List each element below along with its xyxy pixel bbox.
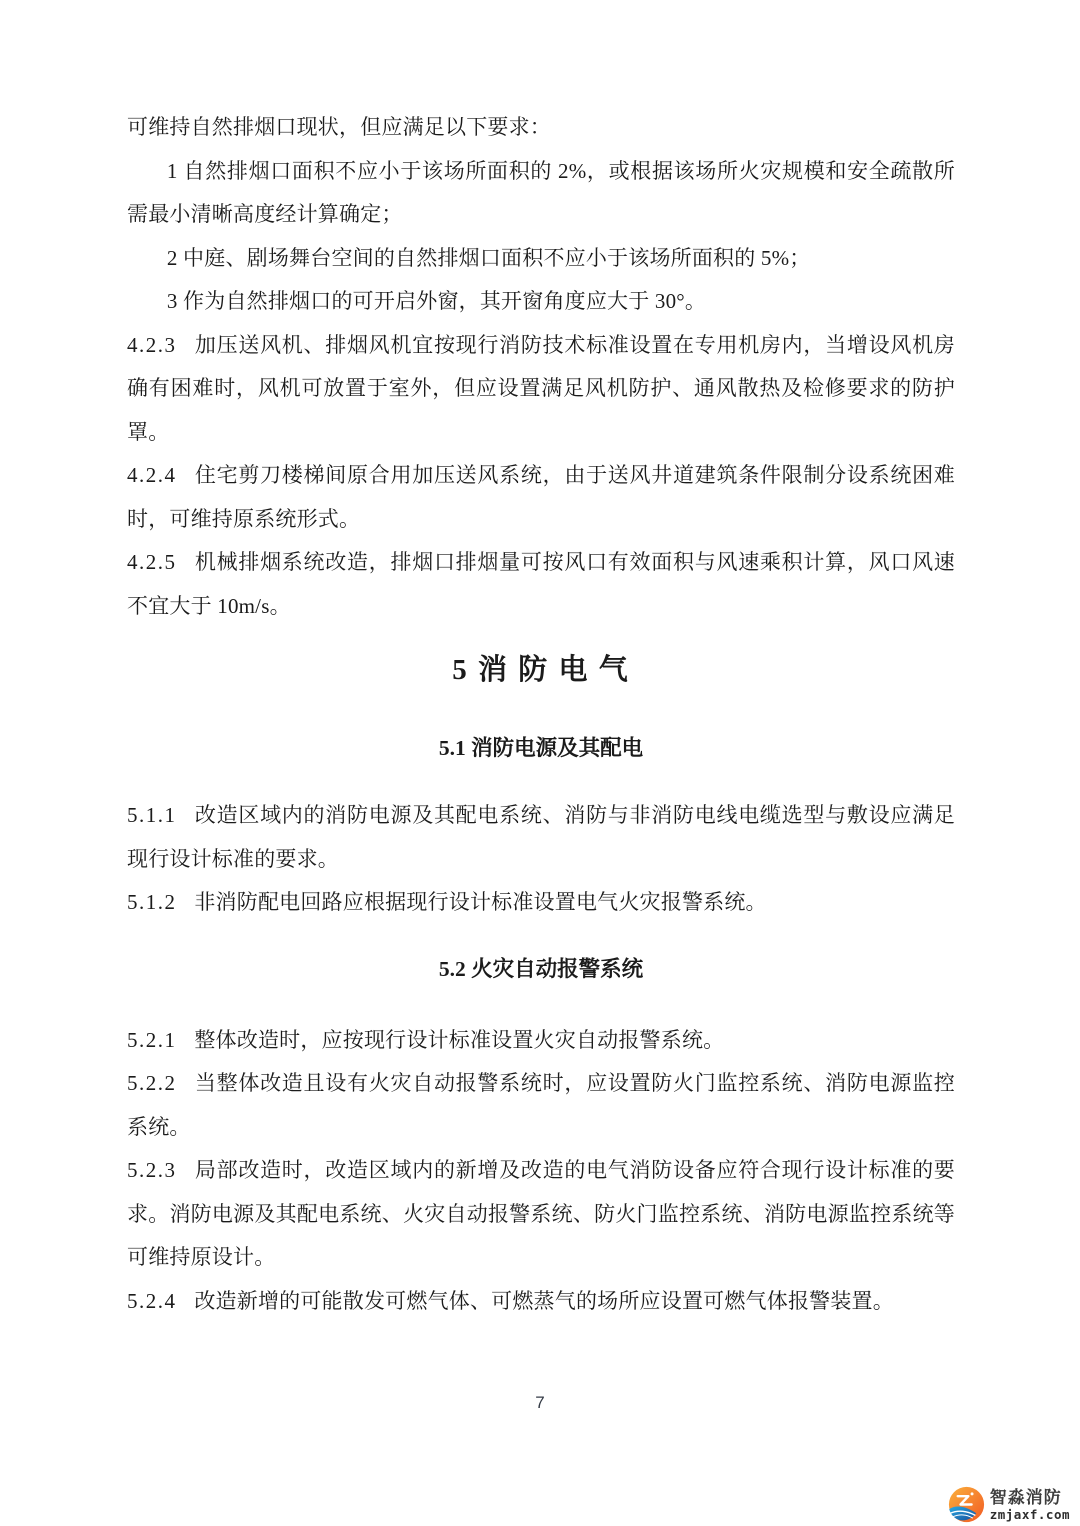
clause-text: 加压送风机、排烟风机宜按现行消防技术标准设置在专用机房内，当增设风机房确有困难时，风机可放置于室外，但应设置满足风机防护、通风散热及检修要求的防护罩。 [127,332,955,444]
section-heading-5-1: 5.1 消防电源及其配电 [438,736,644,760]
clause-text: 改造新增的可能散发可燃气体、可燃蒸气的场所应设置可燃气体报警装置。 [194,1288,894,1313]
clause-4-2-3 [127,324,955,455]
clause-text: 机械排烟系统改造，排烟口排烟量可按风口有效面积与风速乘积计算，风口风速不宜大于 10m/s。 [127,550,955,618]
clause-text: 住宅剪刀楼梯间原合用加压送风系统，由于送风井道建筑条件限制分设系统困难时，可维持原系统形式。 [127,463,955,531]
page-number: 7 [535,1393,545,1412]
clause-number: 5.2.1 [127,1027,177,1052]
clause-5-2-2 [127,1062,955,1149]
clause-number: 5.1.2 [127,890,177,914]
clause-text: 整体改造时，应按现行设计标准设置火灾自动报警系统。 [194,1027,725,1052]
clause-5-2-4 [127,1280,955,1324]
clause-5-2-1 [127,1019,955,1063]
list-item-2: 2 中庭、剧场舞台空间的自然排烟口面积不应小于该场所面积的 5%； [166,245,811,270]
list-item-1: 1 自然排烟口面积不应小于该场所面积的 2%，或根据该场所火灾规模和安全疏散所需最小清晰高度经计算确定； [127,158,955,226]
chapter-heading: 5 消 防 电 气 [452,654,630,686]
clause-number: 4.2.4 [127,463,177,487]
clause-number: 5.2.4 [127,1288,177,1313]
clause-number: 4.2.3 [127,332,177,357]
clause-number: 5.2.3 [127,1158,177,1182]
clause-5-1-2 [127,881,955,925]
zhimiao-watermark [948,1486,1070,1523]
watermark-text [990,1488,1070,1522]
clause-4-2-4 [127,454,955,541]
watermark-brand: 智淼消防 [989,1487,1062,1507]
clause-text: 改造区域内的消防电源及其配电系统、消防与非消防电线电缆选型与敷设应满足现行设计标准的要求。 [127,803,955,871]
clause-number: 4.2.5 [127,550,177,574]
list-item-3: 3 作为自然排烟口的可开启外窗，其开窗角度应大于 30°。 [166,289,707,313]
zhimiao-logo-icon [948,1486,985,1523]
intro-paragraph: 可维持自然排烟口现状，但应满足以下要求： [127,115,551,139]
clause-number: 5.1.1 [127,803,177,827]
clause-5-2-3 [127,1149,955,1280]
clause-4-2-5 [127,541,955,628]
clause-5-1-1 [127,794,955,881]
document-body [127,106,955,1323]
clause-text: 非消防配电回路应根据现行设计标准设置电气火灾报警系统。 [194,890,767,914]
clause-text: 当整体改造且设有火灾自动报警系统时，应设置防火门监控系统、消防电源监控系统。 [127,1071,955,1139]
clause-text: 局部改造时，改造区域内的新增及改造的电气消防设备应符合现行设计标准的要求。消防电源及其配电系统、火灾自动报警系统、防火门监控系统、消防电源监控系统等可维持原设计。 [127,1158,955,1269]
clause-number: 5.2.2 [127,1071,177,1095]
section-heading-5-2: 5.2 火灾自动报警系统 [438,956,644,981]
watermark-site: zmjaxf.com [989,1506,1070,1522]
